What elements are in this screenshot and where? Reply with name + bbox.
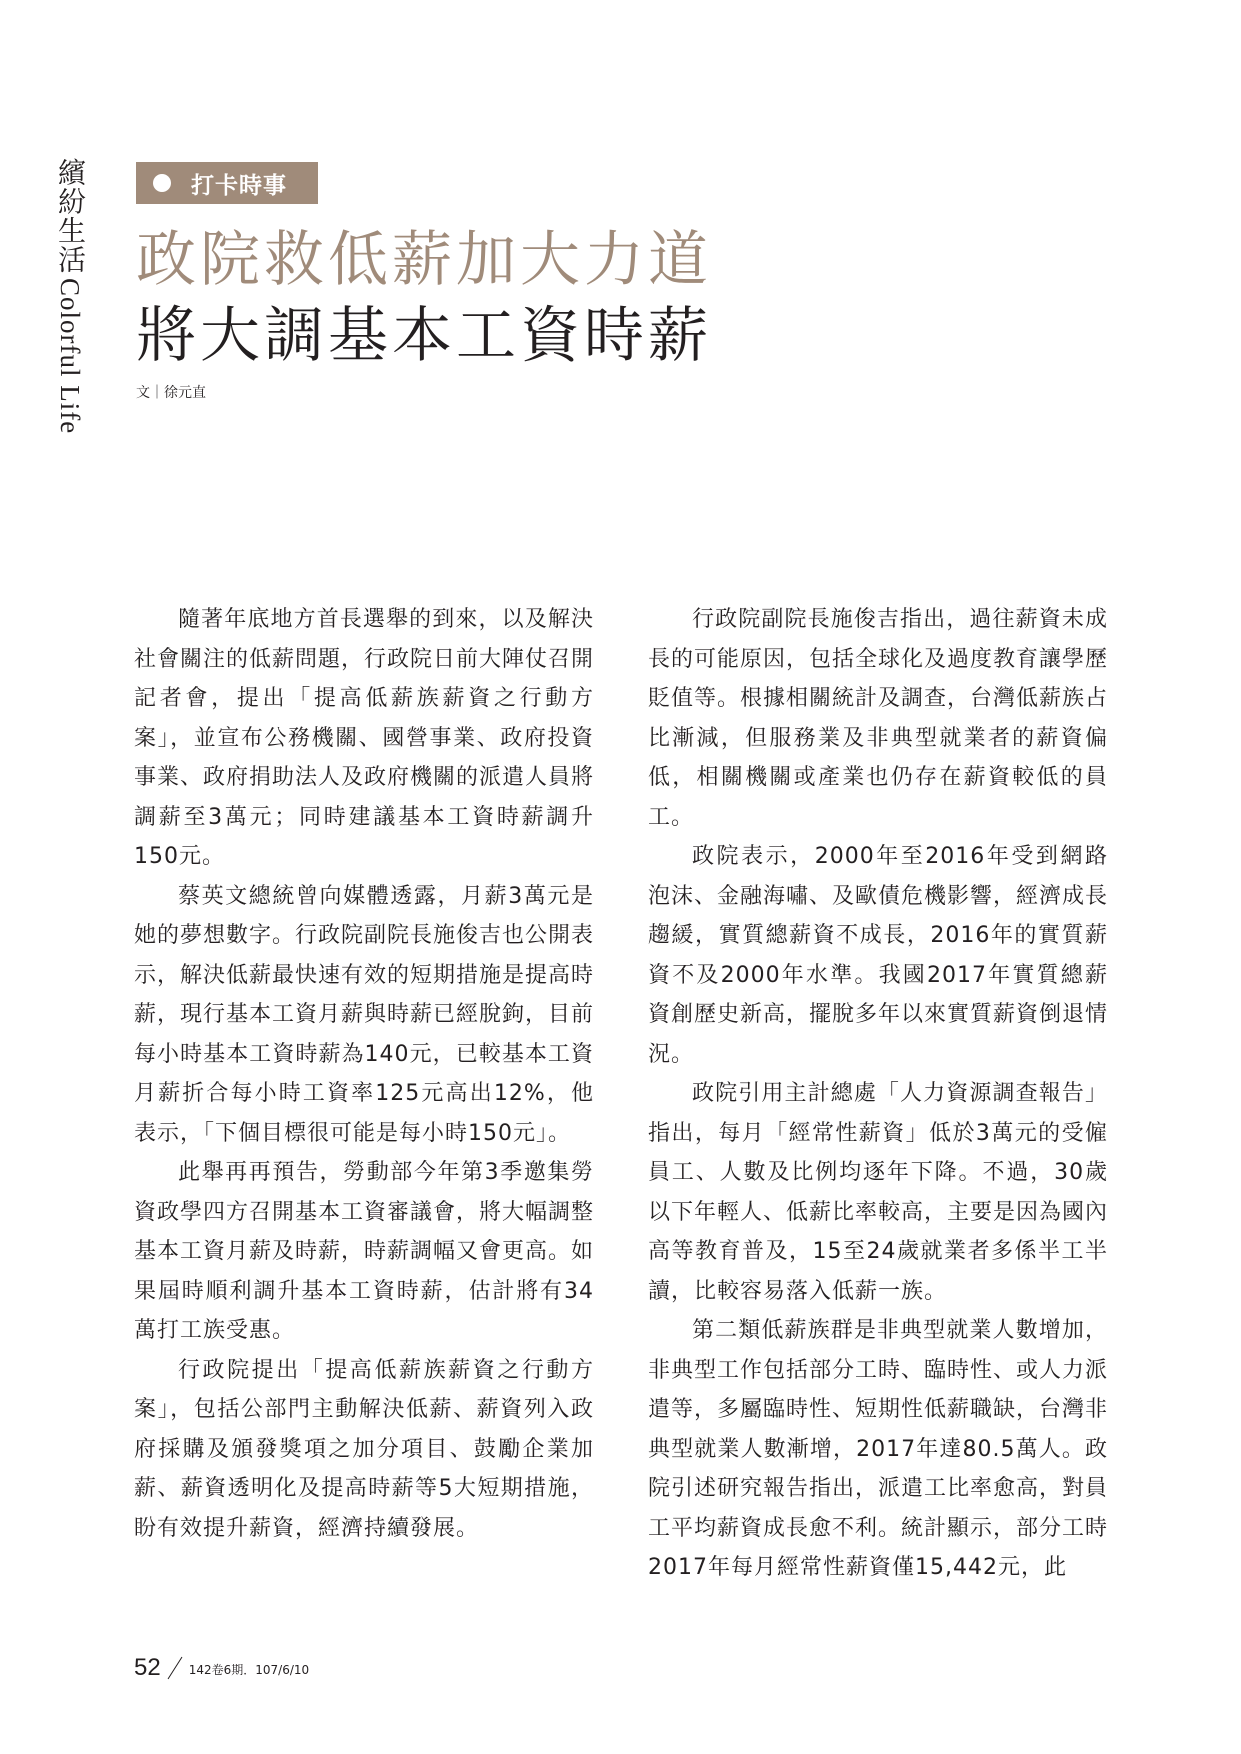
- paragraph: 此舉再再預告，勞動部今年第3季邀集勞資政學四方召開基本工資審議會，將大幅調整基本工資月薪及時薪，時薪調幅又會更高。如果屆時順利調升基本工資時薪，估計將有34萬打工族受惠。: [134, 1160, 595, 1343]
- category-badge: [136, 162, 318, 204]
- paragraph: 隨著年底地方首長選舉的到來，以及解決社會關注的低薪問題，行政院日前大陣仗召開記者會，提出「提高低薪族薪資之行動方案」，並宣布公務機關、國營事業、政府投資事業、政府捐助法人及政府機關的派遣人員將調薪至3萬元；同時建議基本工資時薪調升150元。: [134, 607, 595, 869]
- section-label-zh: 繽紛生活: [54, 158, 87, 274]
- body-column-left: [134, 600, 594, 1548]
- section-label-en: Colorful Life: [55, 278, 85, 435]
- paragraph: 政院引用主計總處「人力資源調查報告」指出，每月「經常性薪資」低於3萬元的受僱員工、人數及比例均逐年下降。不過，30歲以下年輕人、低薪比率較高，主要是因為國內高等教育普及，15至24歲就業者多係半工半讀，比較容易落入低薪一族。: [648, 1081, 1109, 1304]
- paragraph: 第二類低薪族群是非典型就業人數增加，非典型工作包括部分工時、臨時性、或人力派遣等，多屬臨時性、短期性低薪職缺，台灣非典型就業人數漸增，2017年達80.5萬人。政院引述研究報告指出，派遣工比率愈高，對員工平均薪資成長愈不利。統計顯示，部分工時2017年每月經常性薪資僅15,442元，此: [648, 1318, 1109, 1580]
- paragraph: 政院表示，2000年至2016年受到網路泡沫、金融海嘯、及歐債危機影響，經濟成長趨緩，實質總薪資不成長，2016年的實質薪資不及2000年水準。我國2017年實質總薪資創歷史新高，擺脫多年以來實質薪資倒退情況。: [648, 844, 1109, 1067]
- issue-info: 142卷6期．107/6/10: [188, 1663, 310, 1677]
- byline: 文｜徐元直: [136, 385, 206, 401]
- section-label: [54, 158, 87, 435]
- paragraph: 行政院提出「提高低薪族薪資之行動方案」，包括公部門主動解決低薪、薪資列入政府採購及頒發獎項之加分項目、鼓勵企業加薪、薪資透明化及提高時薪等5大短期措施，盼有效提升薪資，經濟持續發展。: [134, 1357, 594, 1541]
- paragraph: 行政院副院長施俊吉指出，過往薪資未成長的可能原因，包括全球化及過度教育讓學歷貶值等。根據相關統計及調查，台灣低薪族占比漸減，但服務業及非典型就業者的薪資偏低，相關機關或產業也仍存在薪資較低的員工。: [648, 607, 1109, 830]
- page-footer: [134, 1650, 309, 1680]
- bullet-dot-icon: [153, 174, 171, 192]
- headline-line-1: 政院救低薪加大力道: [136, 225, 712, 295]
- category-label: 打卡時事: [191, 172, 287, 199]
- slash-divider-icon: [167, 1656, 183, 1680]
- headline-line-2: 將大調基本工資時薪: [136, 301, 712, 371]
- paragraph: 蔡英文總統曾向媒體透露，月薪3萬元是她的夢想數字。行政院副院長施俊吉也公開表示，解決低薪最快速有效的短期措施是提高時薪，現行基本工資月薪與時薪已經脫鉤，目前每小時基本工資時薪為140元，已較基本工資月薪折合每小時工資率125元高出12%，他表示，「下個目標很可能是每小時150元」。: [134, 883, 595, 1146]
- body-column-right: [648, 600, 1108, 1588]
- page-number: 52: [134, 1654, 161, 1681]
